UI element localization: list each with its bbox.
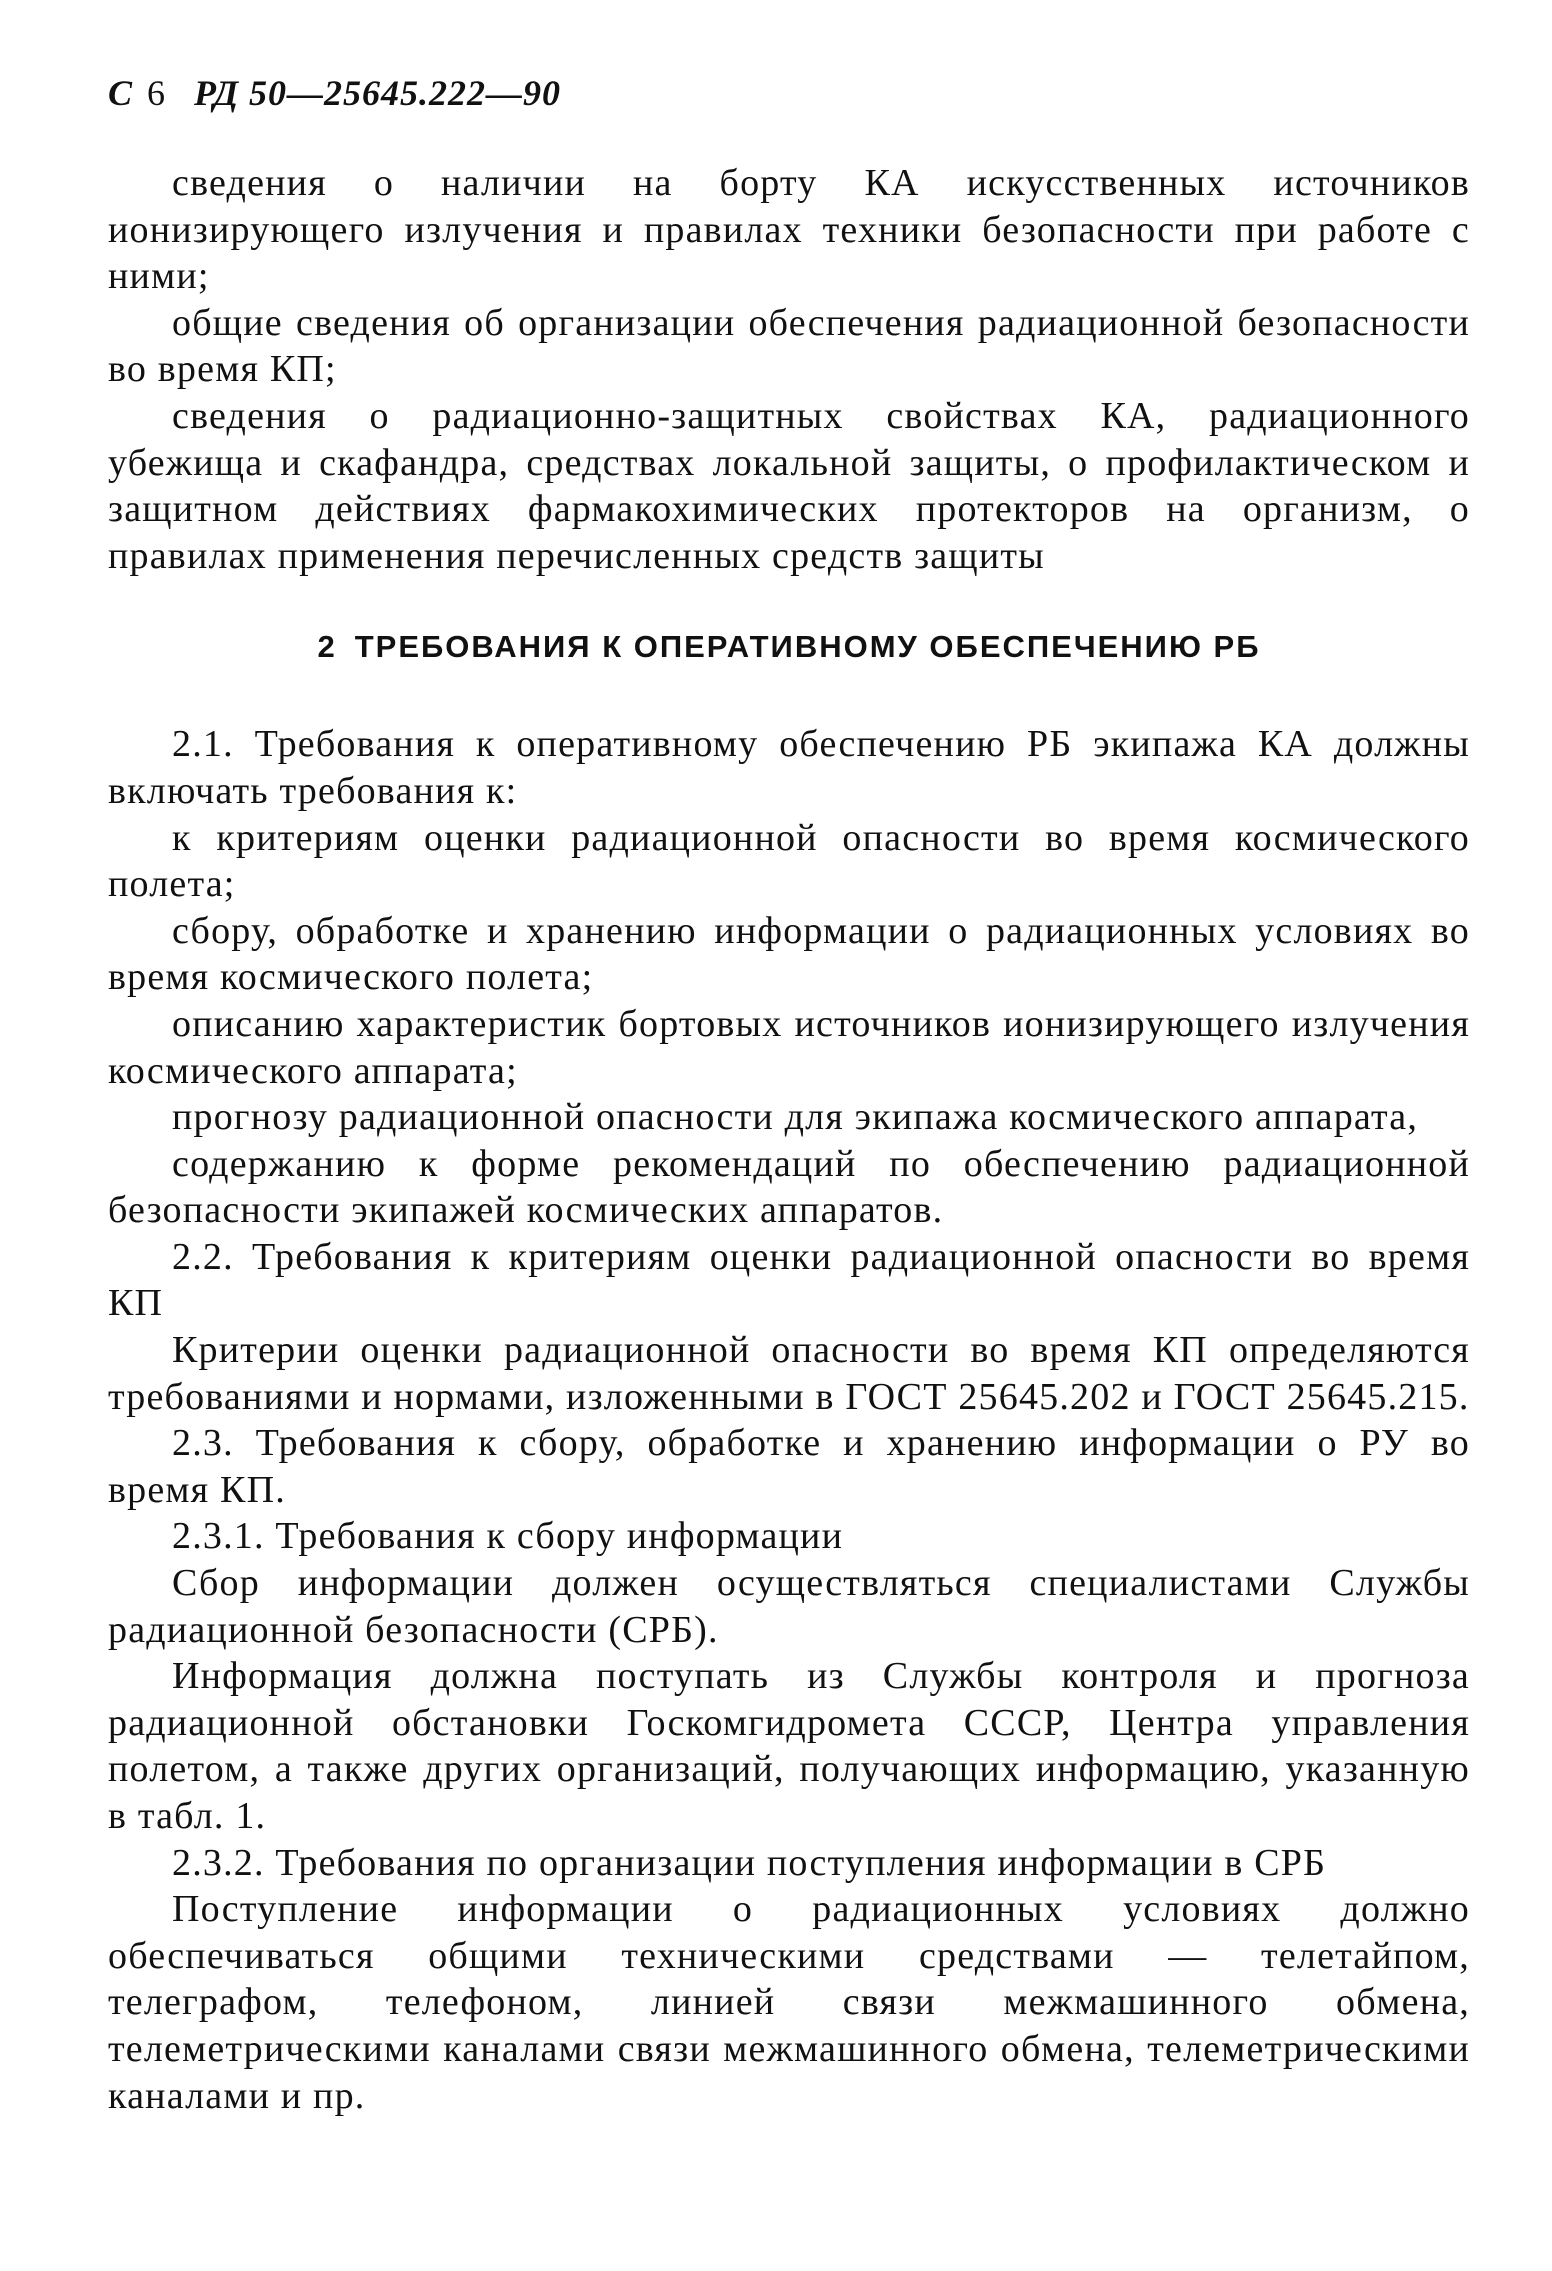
- section-number: 2: [317, 629, 337, 665]
- paragraph: Информация должна поступать из Службы контроля и прогноза радиационной обстановки Госкомгидромета СССР, Центра управления полетом, а также других организаций, получающих информацию, указанную в табл. 1.: [108, 1655, 1470, 1837]
- section-heading: [108, 629, 1470, 665]
- paragraph: Сбор информации должен осуществляться специалистами Службы радиационной безопасности (СРБ).: [108, 1562, 1470, 1651]
- page-letter: С: [108, 73, 134, 113]
- document-body: [108, 160, 1470, 2119]
- section-title: ТРЕБОВАНИЯ К ОПЕРАТИВНОМУ ОБЕСПЕЧЕНИЮ РБ: [354, 629, 1261, 665]
- paragraph: 2.3.1. Требования к сбору информации: [172, 1515, 844, 1558]
- paragraph: 2.2. Требования к критериям оценки радиационной опасности во время КП: [108, 1235, 1470, 1325]
- paragraph: Поступление информации о радиационных условиях должно обеспечиваться общими техническими средствами — телетайпом, телеграфом, телефоном, линией связи межмашинного обмена, телеметрическими каналами связи межмашинного обмена, телеметрическими каналами и пр.: [108, 1888, 1470, 2117]
- running-header: [108, 72, 561, 114]
- document-code: РД 50—25645.222—90: [194, 73, 562, 113]
- paragraph: сбору, обработке и хранению информации о радиационных условиях во время космического полета;: [108, 909, 1470, 999]
- paragraph: содержанию к форме рекомендаций по обеспечению радиационной безопасности экипажей космических аппаратов.: [108, 1142, 1470, 1232]
- paragraph: описанию характеристик бортовых источников ионизирующего излучения космического аппарата;: [108, 1002, 1470, 1092]
- paragraph: общие сведения об организации обеспечения радиационной безопасности во время КП;: [108, 301, 1470, 391]
- paragraph: 2.3. Требования к сбору, обработке и хранению информации о РУ во время КП.: [108, 1422, 1470, 1511]
- paragraph: Критерии оценки радиационной опасности во время КП определяются требованиями и нормами, изложенными в ГОСТ 25645.202 и ГОСТ 25645.215.: [108, 1329, 1470, 1418]
- paragraph: сведения о наличии на борту КА искусственных источников ионизирующего излучения и правилах техники безопасности при работе с ними;: [108, 162, 1470, 298]
- paragraph: прогнозу радиационной опасности для экипажа космического аппарата,: [172, 1096, 1419, 1139]
- paragraph: к критериям оценки радиационной опасности во время космического полета;: [108, 816, 1470, 906]
- page-number: 6: [147, 73, 167, 113]
- paragraph: 2.1. Требования к оперативному обеспечению РБ экипажа КА должны включать требования к:: [108, 723, 1470, 812]
- paragraph: 2.3.2. Требования по организации поступления информации в СРБ: [172, 1841, 1327, 1884]
- paragraph: сведения о радиационно-защитных свойствах КА, радиационного убежища и скафандра, средствах локальной защиты, о профилактическом и защитном действиях фармакохимических протекторов на организм, о правилах применения перечисленных средств защиты: [108, 394, 1470, 577]
